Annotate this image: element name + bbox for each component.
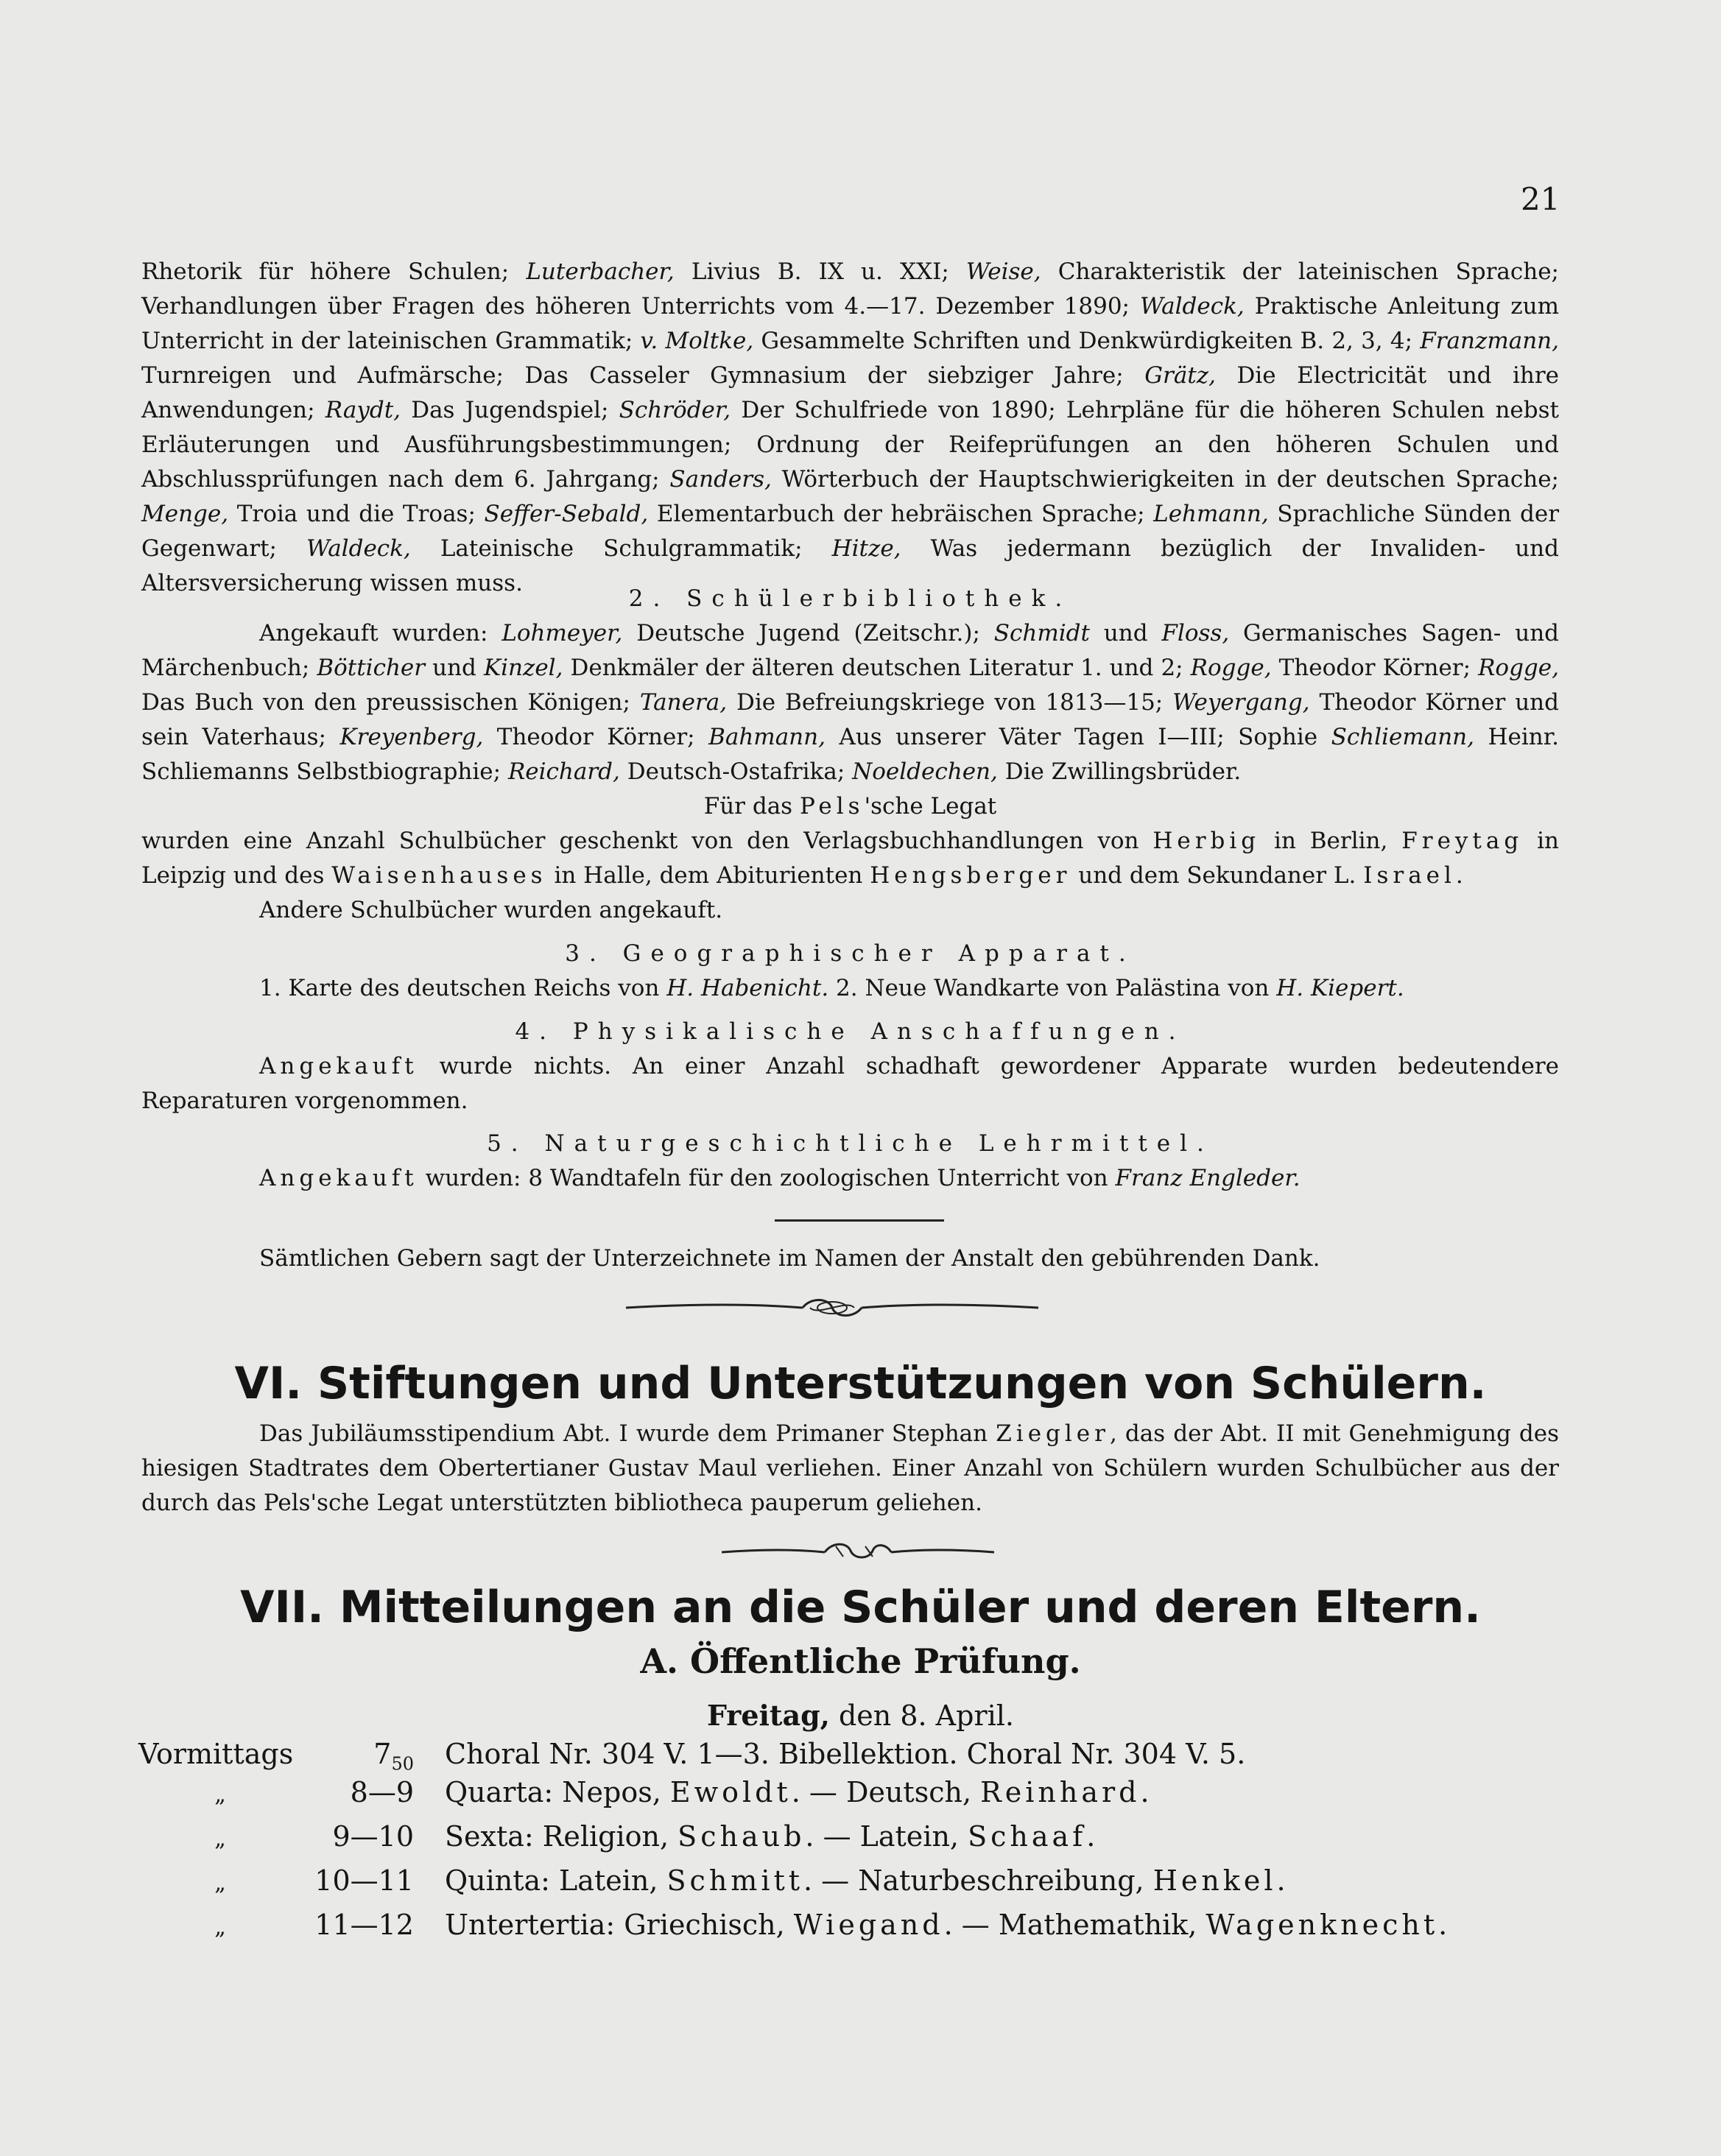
table-row bbox=[138, 1909, 1447, 1953]
naturgeschichte-paragraph: Angekauft wurden: 8 Wandtafeln für den zoologischen Unterricht von Franz Engleder. bbox=[259, 1165, 1301, 1191]
subheading-oeffentliche-pruefung: A. Öffentliche Prüfung. bbox=[640, 1641, 1081, 1681]
thanks-section bbox=[141, 1241, 1559, 1276]
schedule-time-label: „ bbox=[214, 1914, 226, 1940]
section-heading-vi: VI. Stiftungen und Unterstützungen von Schülern. bbox=[234, 1358, 1487, 1409]
section-heading-vii: VII. Mitteilungen an die Schüler und deren Eltern. bbox=[240, 1582, 1481, 1633]
schedule-time: 9—10 bbox=[332, 1820, 414, 1853]
schedule-time: $7_{50}$ bbox=[373, 1738, 414, 1775]
schedule-time-label: Vormittags bbox=[138, 1738, 294, 1770]
ornament-divider-icon bbox=[722, 1537, 994, 1564]
schedule-subject: Quarta: Nepos, Ewoldt. — Deutsch, Reinhard. bbox=[445, 1776, 1150, 1808]
table-row bbox=[138, 1776, 1447, 1820]
schedule-time-label: „ bbox=[214, 1826, 226, 1852]
schuelerbibliothek-section bbox=[141, 582, 1559, 928]
schedule-time-label: „ bbox=[214, 1870, 226, 1896]
schuelerbibliothek-paragraph: Angekauft wurden: Lohmeyer, Deutsche Jugend (Zeitschr.); Schmidt und Floss, Germanisches Sagen- und Märchenbuch; Bötticher und Kinzel, Denkmäler der älteren deutschen Literatur 1. und 2; Rogge, Theodor Körner; Rogge, Das Buch von den preussischen Königen; Tanera, Die Befreiungskriege von 1813—15; Weyergang, Theodor Körner und sein Vaterhaus; Kreyenberg, Theodor Körner; Bahmann, Aus unserer Väter Tagen I—III; Sophie Schliemann, Heinr. Schliemanns Selbstbiographie; Reichard, Deutsch-Ostafrika; Noeldechen, Die Zwillingsbrüder. bbox=[141, 620, 1560, 785]
exam-date: Freitag, den 8. April. bbox=[706, 1699, 1015, 1732]
table-row bbox=[138, 1864, 1447, 1909]
schedule-subject: Choral Nr. 304 V. 1—3. Bibellektion. Choral Nr. 304 V. 5. bbox=[445, 1738, 1246, 1770]
schedule-time: 10—11 bbox=[314, 1864, 414, 1897]
stiftungen-paragraph: Das Jubiläumsstipendium Abt. I wurde dem Primaner Stephan Ziegler, das der Abt. II mit Genehmigung des hiesigen Stadtrates dem Obertertianer Gustav Maul verliehen. Einer Anzahl von Schülern wurden Schulbücher aus der durch das Pels'sche Legat unterstützten bibliotheca pauperum geliehen. bbox=[141, 1420, 1560, 1516]
section-heading-naturgeschichte: 5. Naturgeschichtliche Lehrmittel. bbox=[487, 1130, 1214, 1157]
schedule-time: 11—12 bbox=[314, 1909, 414, 1941]
schedule-subject: Untertertia: Griechisch, Wiegand. — Mathemathik, Wagenknecht. bbox=[445, 1909, 1448, 1941]
section-heading-geographie: 3. Geographischer Apparat. bbox=[565, 940, 1136, 967]
divider-rule bbox=[775, 1219, 944, 1222]
lehrerbibliothek-paragraph: Rhetorik für höhere Schulen; Luterbacher, Livius B. IX u. XXI; Weise, Charakteristik der lateinischen Sprache; Verhandlungen über Fragen des höheren Unterrichts vom 4.—17. Dezember 1890; Waldeck, Praktische Anleitung zum Unterricht in der lateinischen Grammatik; v. Moltke, Gesammelte Schriften und Denkwürdigkeiten B. 2, 3, 4; Franzmann, Turnreigen und Aufmärsche; Das Casseler Gymnasium der siebziger Jahre; Grätz, Die Electricität und ihre Anwendungen; Raydt, Das Jugendspiel; Schröder, Der Schulfriede von 1890; Lehrpläne für die höheren Schulen nebst Erläuterungen und Ausführungsbestimmungen; Ordnung der Reifeprüfungen an den höheren Schulen und Abschlussprüfungen nach dem 6. Jahrgang; Sanders, Wörterbuch der Hauptschwierigkeiten in der deutschen Sprache; Menge, Troia und die Troas; Seffer-Sebald, Elementarbuch der hebräischen Sprache; Lehmann, Sprachliche Sünden der Gegenwart; Waldeck, Lateinische Schulgrammatik; Hitze, Was jedermann bezüglich der Invaliden- und Altersversicherung wissen muss. bbox=[141, 258, 1560, 596]
physik-paragraph: Angekauft wurde nichts. An einer Anzahl schadhaft gewordener Apparate wurden bedeutendere Reparaturen vorgenommen. bbox=[141, 1053, 1559, 1114]
page-number: 21 bbox=[1521, 181, 1560, 217]
legat-paragraph: wurden eine Anzahl Schulbücher geschenkt von den Verlagsbuchhandlungen von Herbig in Berlin, Freytag in Leipzig und des Waisenhauses in Halle, dem Abiturienten Hengsberger und dem Sekundaner L. Israel. bbox=[141, 828, 1559, 889]
naturgeschichte-section bbox=[141, 1127, 1559, 1196]
schedule-time: 8—9 bbox=[350, 1776, 414, 1808]
thanks-line: Sämtlichen Gebern sagt der Unterzeichnete im Namen der Anstalt den gebührenden Dank. bbox=[259, 1245, 1320, 1272]
stiftungen-section bbox=[141, 1417, 1559, 1521]
table-row bbox=[138, 1738, 1447, 1776]
other-books-line: Andere Schulbücher wurden angekauft. bbox=[259, 897, 723, 923]
ornament-divider-icon bbox=[626, 1294, 1038, 1324]
section-heading-physik: 4. Physikalische Anschaffungen. bbox=[515, 1018, 1186, 1045]
legat-heading: Für das Pels'sche Legat bbox=[703, 793, 997, 820]
geographie-paragraph: 1. Karte des deutschen Reichs von H. Habenicht. 2. Neue Wandkarte von Palästina von H. Kiepert. bbox=[259, 975, 1404, 1001]
physikalische-section bbox=[141, 1015, 1559, 1118]
table-row bbox=[138, 1820, 1447, 1864]
section-heading-schuelerbibliothek: 2. Schülerbibliothek. bbox=[628, 585, 1072, 612]
schedule-time-label: „ bbox=[214, 1782, 226, 1808]
schedule-subject: Sexta: Religion, Schaub. — Latein, Schaaf. bbox=[445, 1820, 1096, 1853]
geographischer-apparat-section bbox=[141, 937, 1559, 1006]
exam-schedule-table bbox=[138, 1738, 1447, 1953]
schedule-subject: Quinta: Latein, Schmitt. — Naturbeschreibung, Henkel. bbox=[445, 1864, 1286, 1897]
